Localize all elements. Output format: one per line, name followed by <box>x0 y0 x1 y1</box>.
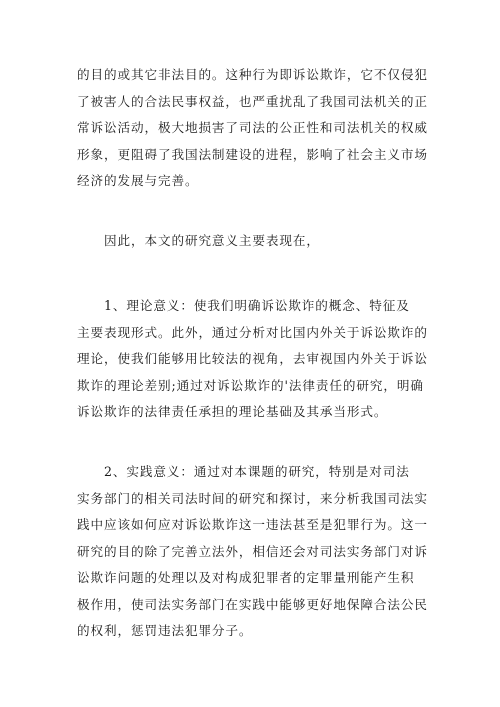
text-line: 诉讼欺诈的法律责任承担的理论基础及其承当形式。 <box>77 404 388 419</box>
text-line: 主要表现形式。此外，通过分析对比国内外关于诉讼欺诈的 <box>77 324 428 340</box>
text-line: 了被害人的合法民事权益，也严重扰乱了我国司法机关的正 <box>77 93 428 109</box>
text-line: 讼欺诈问题的处理以及对构成犯罪者的定罪量刑能产生积 <box>77 570 415 585</box>
text-line: 因此，本文的研究意义主要表现在， <box>77 233 320 248</box>
text-line: 2、实践意义：通过对本课题的研究，特别是对司法 <box>77 464 410 479</box>
paragraph-research-significance-lead <box>77 228 425 255</box>
text-line: 的权利，惩罚违法犯罪分子。 <box>77 623 253 638</box>
text-line: 理论，使我们能够用比较法的视角，去审视国内外关于诉讼 <box>77 351 428 366</box>
paragraph-significance-intro <box>77 62 428 195</box>
text-line: 研究的目的除了完善立法外，相信还会对司法实务部门对诉 <box>77 543 428 559</box>
text-line: 践中应该如何应对诉讼欺诈这一违法甚至是犯罪行为。这一 <box>77 517 428 532</box>
paragraph-practical-significance <box>77 459 428 645</box>
text-line: 实务部门的相关司法时间的研究和探讨，来分析我国司法实 <box>77 490 428 506</box>
paragraph-theoretical-significance <box>77 293 428 426</box>
text-line: 经济的发展与完善。 <box>77 173 199 188</box>
text-line: 欺诈的理论差别;通过对诉讼欺诈的'法律责任的研究，明确 <box>77 377 424 393</box>
text-line: 常诉讼活动，极大地损害了司法的公正性和司法机关的权威 <box>77 120 428 135</box>
text-line: 的目的或其它非法目的。这种行为即诉讼欺诈，它不仅侵犯 <box>77 67 428 82</box>
text-line: 极作用，使司法实务部门在实践中能够更好地保障合法公民 <box>77 596 428 612</box>
text-line: 形象，更阻碍了我国法制建设的进程，影响了社会主义市场 <box>77 146 428 162</box>
text-line: 1、理论意义：使我们明确诉讼欺诈的概念、特征及 <box>77 298 410 313</box>
